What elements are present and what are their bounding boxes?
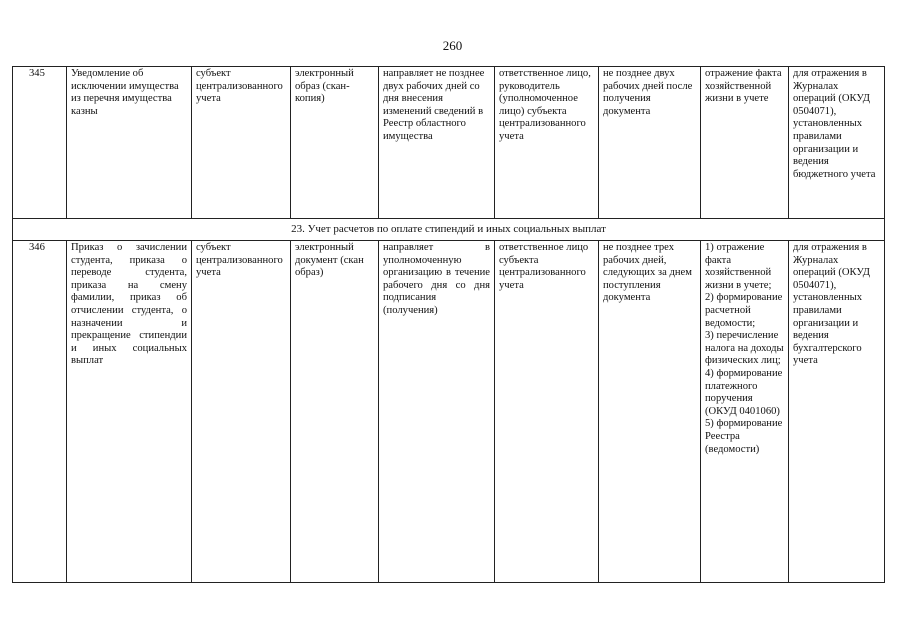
responsible-person-cell: ответственное лицо, руководитель (уполномоченное лицо) субъекта централизованного учета <box>495 67 599 219</box>
document-name-cell: Приказ о зачислении студента, приказа о переводе студента, приказа на смену фамилии, приказ об отчислении студента, о назначении и прекращение стипендии и иных социальных выплат <box>67 241 192 583</box>
processing-term-cell: не позднее трех рабочих дней, следующих за днем поступления документа <box>599 241 701 583</box>
document-form-cell: электронный образ (скан-копия) <box>291 67 379 219</box>
action-item: 4) формирование платежного поручения (ОКУД 0401060) <box>705 367 783 417</box>
purpose-cell: для отражения в Журналах операций (ОКУД 0504071), установленных правилами организации и ведения бюджетного учета <box>789 67 885 219</box>
responsible-person-cell: ответственное лицо субъекта централизованного учета <box>495 241 599 583</box>
row-number: 346 <box>13 241 67 583</box>
actions-cell: отражение факта хозяйственной жизни в учете <box>701 67 789 219</box>
creator-cell: субъект централизованного учета <box>192 67 291 219</box>
document-form-cell: электронный документ (скан образ) <box>291 241 379 583</box>
creator-cell: субъект централизованного учета <box>192 241 291 583</box>
action-item: 2) формирование расчетной ведомости; <box>705 292 783 329</box>
transfer-term-cell: направляет не позднее двух рабочих дней со дня внесения изменений сведений в Реестр областного имущества <box>379 67 495 219</box>
table-row <box>13 67 885 219</box>
actions-cell <box>701 241 789 583</box>
document-name-cell: Уведомление об исключении имущества из перечня имущества казны <box>67 67 192 219</box>
transfer-term-cell: направляет в уполномоченную организацию в течение рабочего дня со дня подписания (получения) <box>379 241 495 583</box>
action-item: 3) перечисление налога на доходы физических лиц; <box>705 330 784 367</box>
section-title: 23. Учет расчетов по оплате стипендий и иных социальных выплат <box>13 219 885 241</box>
table-row <box>13 241 885 583</box>
section-header-row <box>13 219 885 241</box>
document-table <box>12 66 885 583</box>
page-number: 260 <box>442 38 463 53</box>
action-item: 5) формирование Реестра (ведомости) <box>705 418 783 455</box>
processing-term-cell: не позднее двух рабочих дней после получения документа <box>599 67 701 219</box>
row-number: 345 <box>13 67 67 219</box>
purpose-cell: для отражения в Журналах операций (ОКУД 0504071), установленных правилами организации и ведения бухгалтерского учета <box>789 241 885 583</box>
action-item: 1) отражение факта хозяйственной жизни в учете; <box>705 242 772 291</box>
